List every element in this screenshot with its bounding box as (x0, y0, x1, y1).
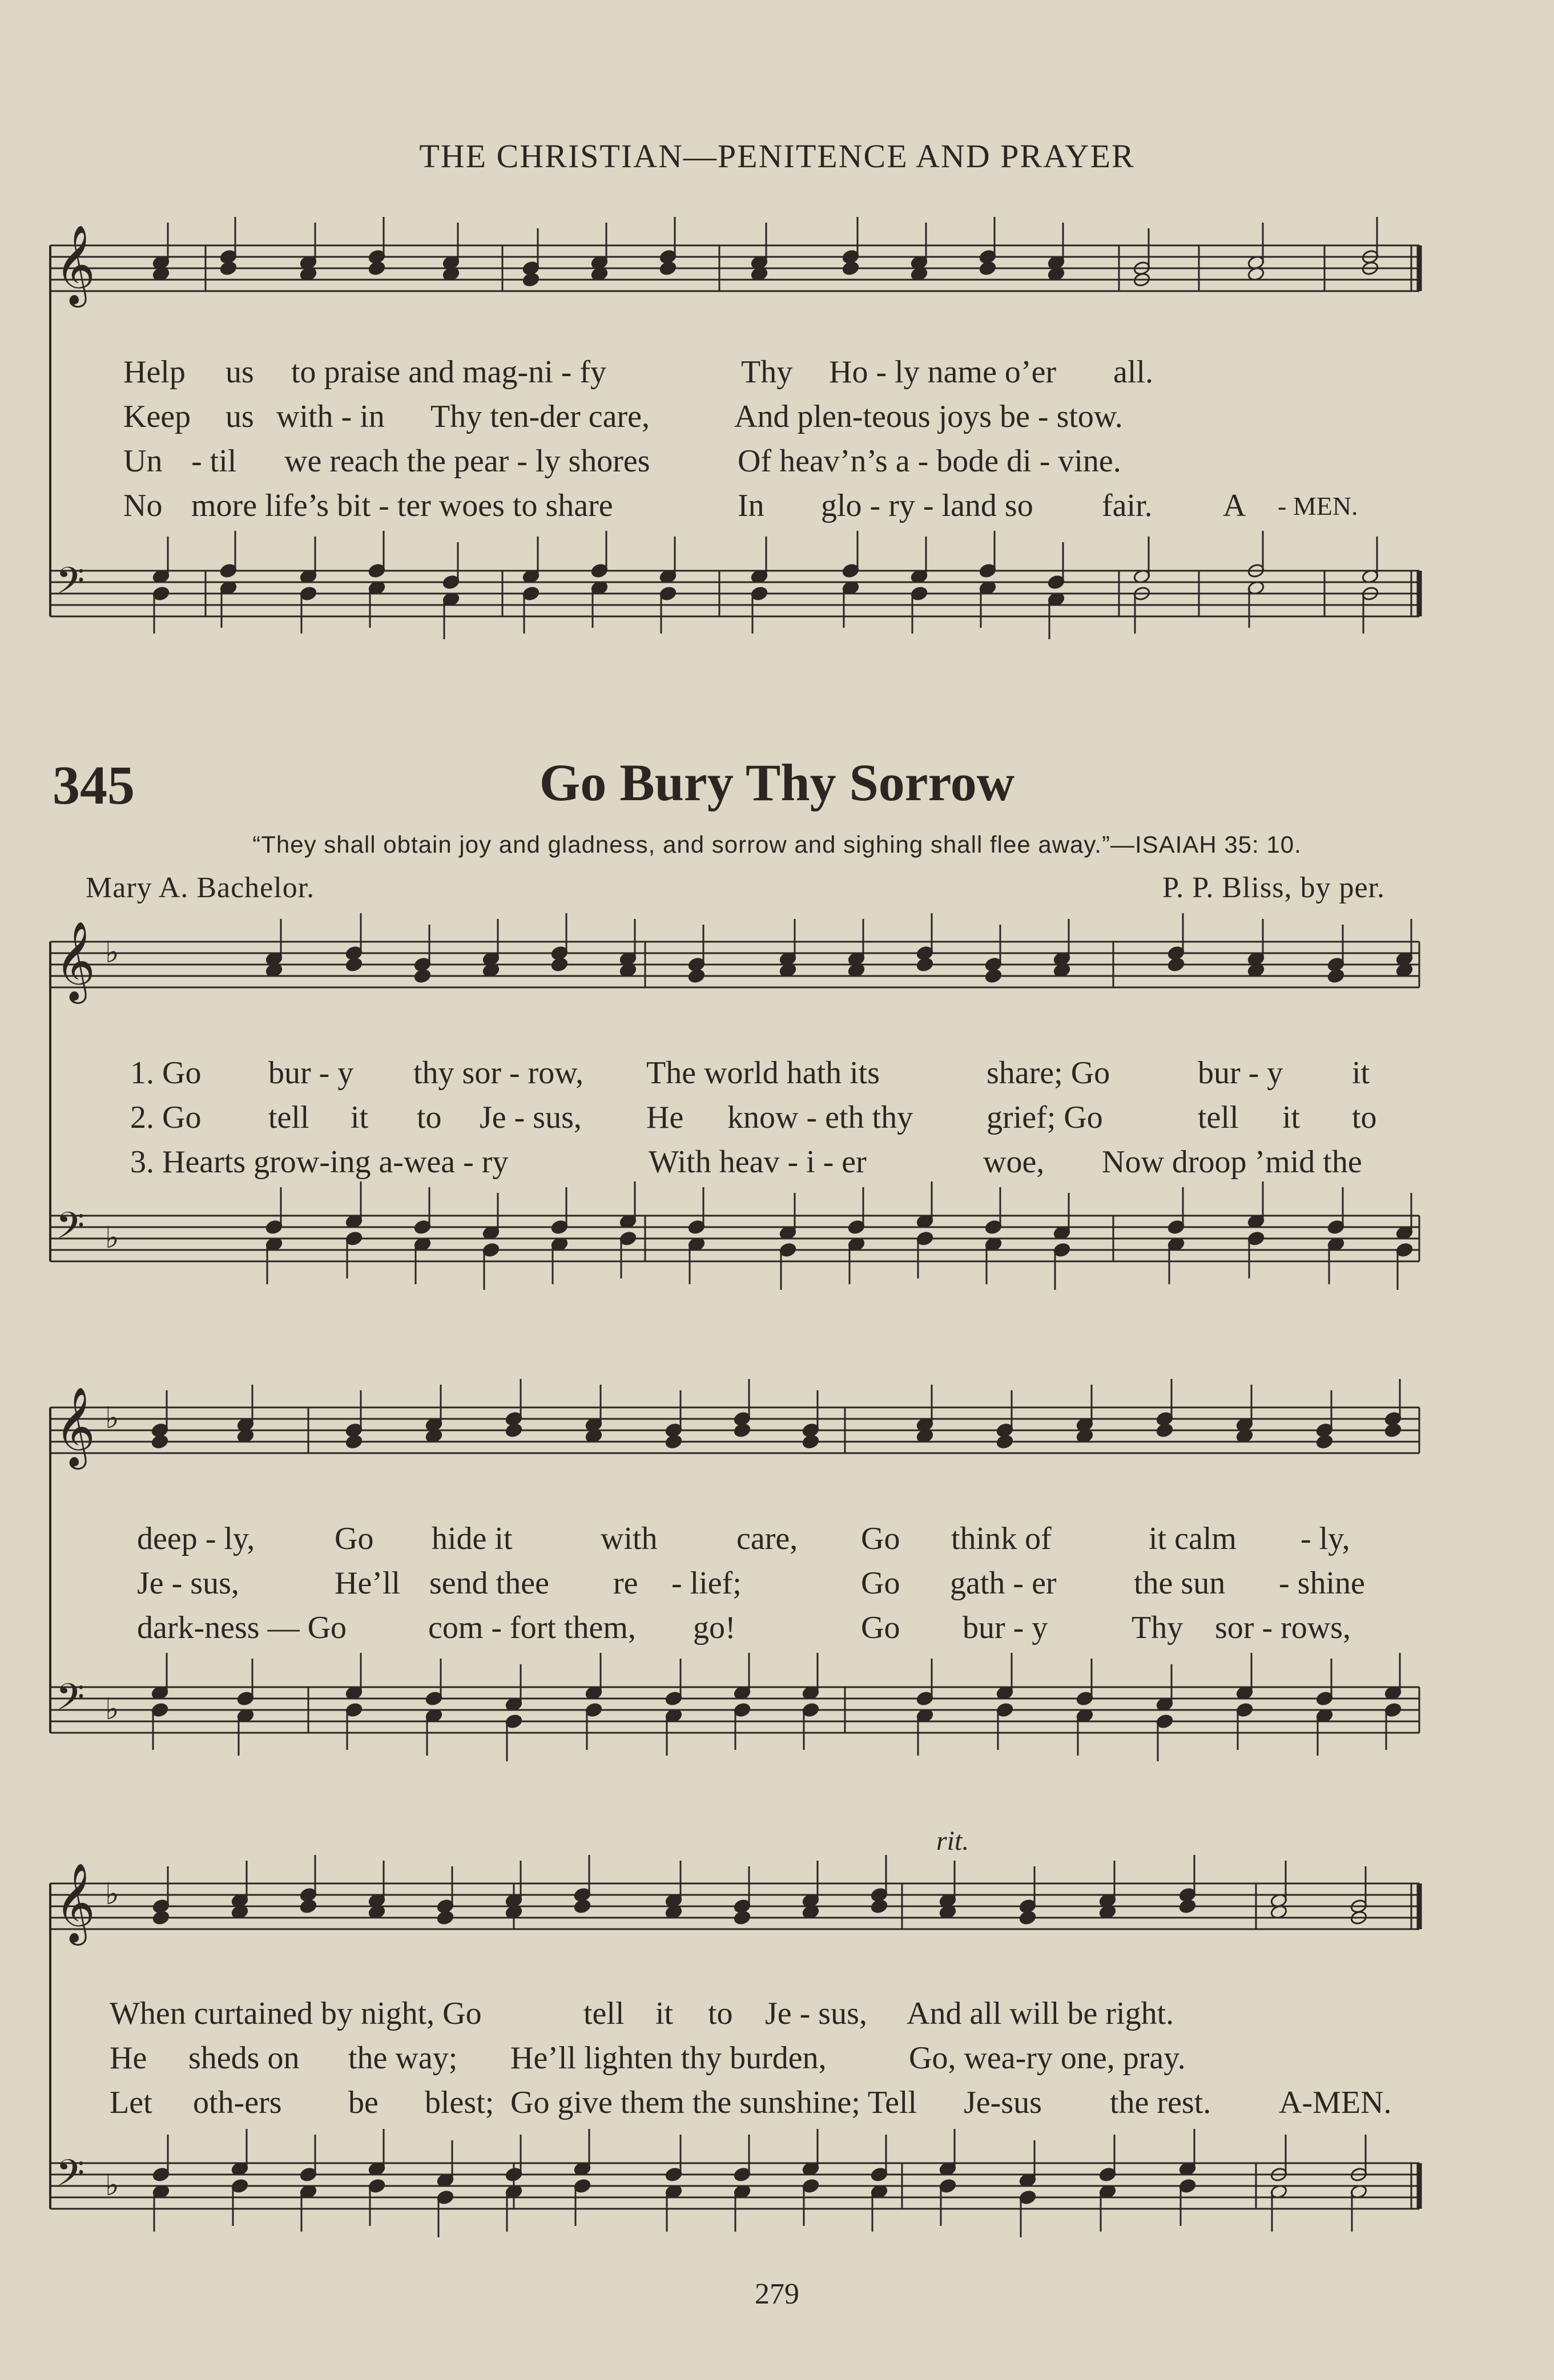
bass-clef-icon: 𝄢 (56, 1205, 85, 1256)
lyric-syllable: 3. Hearts grow-ing a-wea - ry (130, 1144, 509, 1180)
lyric-syllable: it calm (1149, 1521, 1237, 1556)
lyric-syllable: - ly, (1301, 1521, 1350, 1556)
lyric-syllable: fair. (1102, 488, 1153, 523)
lyric-syllable: to (708, 1996, 733, 2031)
lyric-syllable: 2. Go (130, 1100, 202, 1135)
lyric-syllable: Je - sus, (765, 1996, 867, 2031)
lyric-syllable: with - in (276, 399, 385, 434)
note-head (220, 261, 237, 276)
note-head (574, 1899, 591, 1914)
lyric-syllable: oth-ers (193, 2085, 282, 2120)
lyricist-credit: Mary A. Bachelor. (86, 872, 315, 904)
lyric-syllable: be (348, 2085, 379, 2120)
lyric-syllable: Un (123, 443, 163, 479)
lyric-syllable: more life’s bit - ter woes to share (191, 488, 613, 523)
treble-clef-icon: 𝄞 (55, 1863, 95, 1942)
key-flat-icon: ♭ (105, 2168, 119, 2202)
note-head (345, 957, 363, 973)
lyric-syllable: us (226, 399, 254, 434)
lyric-syllable: Go (861, 1566, 900, 1601)
note-head (802, 1434, 820, 1450)
lyric-syllable: the way; (348, 2040, 458, 2076)
note-head (734, 1910, 751, 1926)
lyric-syllable: He’ll lighten thy burden, (510, 2040, 827, 2076)
lyric-syllable: to praise and mag-ni - fy (291, 354, 607, 390)
lyric-syllable: Thy ten-der care, (430, 399, 650, 434)
note-head (1327, 969, 1345, 984)
page-number: 279 (755, 2278, 799, 2310)
lyric-syllable: When curtained by night, Go (110, 1996, 482, 2031)
note-head (979, 261, 997, 276)
lyric-syllable: Go give them the sunshine; Tell (510, 2085, 917, 2120)
note-head (734, 1423, 751, 1438)
lyric-syllable: He (110, 2040, 147, 2076)
lyric-syllable: Of heav’n’s a - bode di - vine. (738, 443, 1121, 479)
lyric-syllable: all. (1113, 354, 1153, 390)
lyric-syllable: know - eth thy (727, 1100, 913, 1135)
lyric-syllable: us (226, 354, 254, 390)
scripture-epigraph: “They shall obtain joy and gladness, and sorrow and sighing shall flee away.”—ISAIAH 35: 10. (252, 831, 1302, 858)
lyric-syllable: Go, wea-ry one, pray. (909, 2040, 1186, 2076)
lyric-syllable: send thee (429, 1566, 549, 1601)
lyric-syllable: share; Go (987, 1055, 1110, 1091)
key-flat-icon: ♭ (105, 1221, 119, 1255)
lyric-syllable: blest; (425, 2085, 494, 2120)
lyric-syllable: thy sor - row, (413, 1055, 584, 1091)
note-head (505, 1423, 523, 1438)
lyric-syllable: bur - y (268, 1055, 354, 1091)
note-head (985, 969, 1003, 984)
note-head (300, 1899, 317, 1914)
note-head (522, 272, 540, 288)
treble-clef-icon: 𝄞 (55, 921, 95, 1001)
lyric-syllable: And all will be right. (907, 1996, 1174, 2031)
bass-clef-icon: 𝄢 (56, 560, 85, 611)
lyric-syllable: A (1223, 488, 1246, 523)
lyric-syllable: bur - y (1198, 1055, 1283, 1091)
lyric-syllable: - MEN. (1278, 491, 1358, 521)
key-flat-icon: ♭ (105, 1692, 119, 1726)
lyric-syllable: Help (123, 354, 186, 390)
bass-clef-icon: 𝄢 (56, 2152, 85, 2204)
lyric-syllable: deep - ly, (137, 1521, 255, 1556)
key-flat-icon: ♭ (105, 935, 119, 970)
running-head: THE CHRISTIAN—PENITENCE AND PRAYER (419, 138, 1135, 175)
note-head (688, 969, 706, 984)
lyric-syllable: care, (736, 1521, 798, 1556)
lyric-syllable: - til (191, 443, 237, 479)
note-head (437, 1910, 454, 1926)
lyric-syllable: gath - er (950, 1566, 1057, 1601)
bass-clef-icon: 𝄢 (56, 1676, 85, 1728)
lyric-syllable: He’ll (335, 1566, 401, 1601)
lyric-syllable: woe, (983, 1144, 1045, 1180)
lyric-syllable: He (646, 1100, 684, 1135)
hymn-title: Go Bury Thy Sorrow (539, 753, 1015, 812)
lyric-syllable: No (123, 488, 163, 523)
lyric-syllable: to (1352, 1100, 1377, 1135)
note-head (665, 1434, 683, 1450)
note-head (916, 957, 934, 973)
lyric-syllable: Je - sus, (137, 1566, 239, 1601)
lyric-syllable: think of (951, 1521, 1052, 1556)
lyric-syllable: we reach the pear - ly shores (284, 443, 650, 479)
note-head (1384, 1423, 1402, 1438)
note-head (871, 1899, 888, 1914)
lyric-syllable: Go (861, 1521, 900, 1556)
lyric-syllable: With heav - i - er (649, 1144, 867, 1180)
lyric-syllable: to (417, 1100, 442, 1135)
lyric-syllable: it (1282, 1100, 1301, 1135)
treble-clef-icon: 𝄞 (55, 225, 95, 304)
note-head (414, 969, 432, 984)
note-head (1167, 957, 1185, 973)
lyric-syllable: tell (1198, 1100, 1239, 1135)
note-head (151, 1434, 169, 1450)
lyric-syllable: Je-sus (964, 2085, 1042, 2120)
lyric-syllable: with (601, 1521, 658, 1556)
note-head (551, 957, 569, 973)
note-head (1019, 1910, 1037, 1926)
lyric-syllable: sor - rows, (1215, 1610, 1351, 1645)
note-head (368, 261, 386, 276)
lyric-syllable: tell (583, 1996, 625, 2031)
lyric-syllable: Go (335, 1521, 374, 1556)
note-head (996, 1434, 1014, 1450)
lyric-syllable: grief; Go (987, 1100, 1103, 1135)
lyric-syllable: The world hath its (646, 1055, 880, 1091)
note-head (1179, 1899, 1197, 1914)
lyric-syllable: sheds on (188, 2040, 300, 2076)
lyric-syllable: - lief; (671, 1566, 742, 1601)
lyric-syllable: it (655, 1996, 674, 2031)
lyric-syllable: And plen-teous joys be - stow. (734, 399, 1123, 434)
lyric-syllable: Keep (123, 399, 191, 434)
key-flat-icon: ♭ (105, 1401, 119, 1435)
lyric-syllable: the rest. (1110, 2085, 1211, 2120)
lyric-syllable: dark-ness — Go (137, 1610, 347, 1645)
lyric-syllable: A-MEN. (1279, 2085, 1392, 2120)
note-head (152, 1910, 170, 1926)
note-head (842, 261, 860, 276)
lyric-syllable: Thy (1132, 1610, 1183, 1645)
lyric-syllable: it (1352, 1055, 1370, 1091)
lyric-syllable: re (613, 1566, 638, 1601)
lyric-syllable: go! (693, 1610, 736, 1645)
lyric-syllable: Let (110, 2085, 152, 2120)
note-head (1316, 1434, 1334, 1450)
note-head (659, 261, 677, 276)
note-head (345, 1434, 363, 1450)
lyric-syllable: Go (861, 1610, 900, 1645)
lyric-syllable: 1. Go (130, 1055, 202, 1091)
lyric-syllable: com - fort them, (428, 1610, 636, 1645)
ritardando-mark: rit. (936, 1826, 969, 1856)
composer-credit: P. P. Bliss, by per. (1162, 872, 1385, 904)
lyric-syllable: glo - ry - land so (821, 488, 1033, 523)
lyric-syllable: bur - y (963, 1610, 1048, 1645)
hymn-number: 345 (53, 755, 135, 816)
lyric-syllable: - shine (1279, 1566, 1365, 1601)
lyric-syllable: Now droop ’mid the (1102, 1144, 1362, 1180)
note-head (1156, 1423, 1174, 1438)
lyric-syllable: Thy (741, 354, 793, 390)
lyric-syllable: tell (268, 1100, 309, 1135)
key-flat-icon: ♭ (105, 1877, 119, 1911)
lyric-syllable: Ho - ly name o’er (829, 354, 1057, 390)
lyric-syllable: In (738, 488, 764, 523)
treble-clef-icon: 𝄞 (55, 1387, 95, 1466)
lyric-syllable: Je - sus, (480, 1100, 582, 1135)
lyric-syllable: it (351, 1100, 369, 1135)
lyric-syllable: the sun (1134, 1566, 1226, 1601)
lyric-syllable: hide it (432, 1521, 513, 1556)
